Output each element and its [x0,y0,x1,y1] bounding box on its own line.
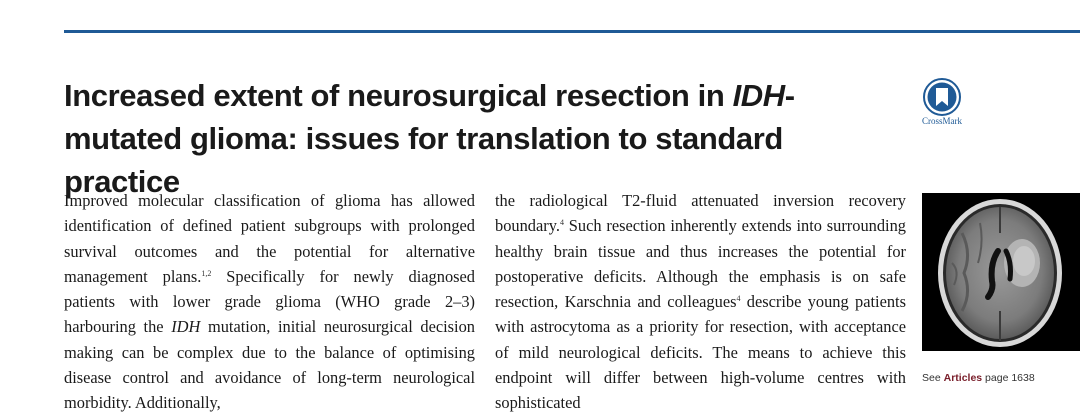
mri-brain-image [922,193,1080,351]
col1-text-3: mutation, initial neurosurgical decision making can be complex due to the balance of optimising disease control and avoidance of long-term neurological morbidity. Additionally, [64,317,475,413]
crossmark-label: CrossMark [922,116,962,126]
col1-italic: IDH [171,317,201,337]
col2-text-1: the radiological T2-fluid attenuated inversion recovery boundary. [495,191,906,236]
crossmark-icon [923,78,961,116]
title-italic: IDH [732,78,785,113]
body-column-2 [495,188,906,416]
articles-link[interactable]: Articles [943,372,983,384]
col2-text-3: describe young patients with astrocytoma as a priority for resection, with acceptance of mild neurological deficits. The means to achieve this endpoint will differ between high-volume centres with sophisticated [495,292,906,413]
col1-text-2: Specifically for newly diagnosed patients with lower grade glioma (WHO grade 2–3) harbouring the [64,266,475,337]
body-column-1 [64,188,475,416]
col1-ref-1[interactable]: 1,2 [201,268,212,278]
see-also-caption [922,372,1035,384]
col2-ref-2[interactable]: 4 [736,294,741,304]
col2-ref-1[interactable]: 4 [559,218,564,228]
article-title [64,74,904,203]
crossmark-badge[interactable] [920,78,964,126]
title-part2: -mutated glioma: issues for translation to standard practice [64,78,795,199]
title-part1: Increased extent of neurosurgical resection in [64,78,733,113]
top-rule [64,30,1080,33]
col1-text-1: Improved molecular classification of glioma has allowed identification of defined patient subgroups with prolonged survival outcomes and the potential for alternative management plans. [64,191,475,286]
col2-text-2: Such resection inherently extends into surrounding healthy brain tissue and thus increases the potential for postoperative deficits. Although the emphasis is on safe resection, Karschnia and colleagues [495,216,906,312]
caption-see: See [922,372,944,384]
caption-page: page 1638 [982,372,1035,384]
